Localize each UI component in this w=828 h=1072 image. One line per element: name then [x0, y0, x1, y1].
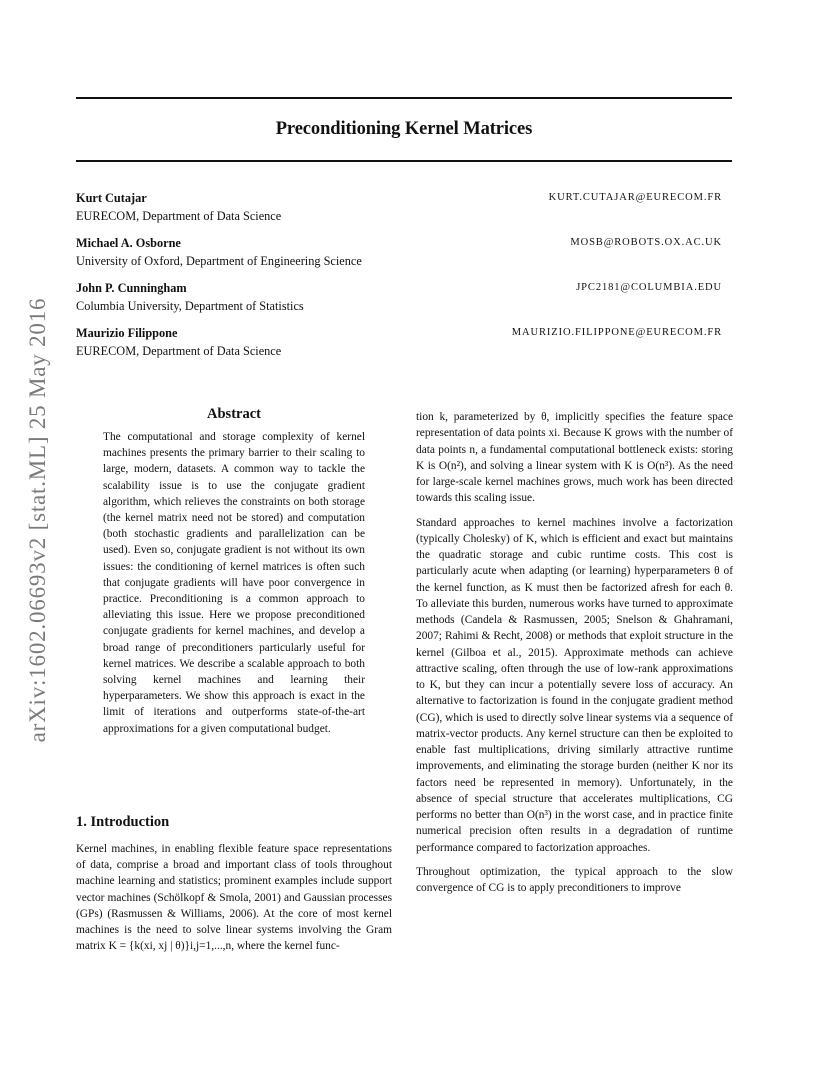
right-column — [416, 409, 733, 904]
arxiv-identifier-text: arXiv:1602.06693v2 [stat.ML] 25 May 2016 — [25, 297, 50, 743]
author-name: Kurt Cutajar — [76, 191, 147, 205]
author-affiliation: University of Oxford, Department of Engineering Science — [76, 254, 362, 268]
author-email: MOSB@ROBOTS.OX.AC.UK — [570, 237, 722, 248]
author-name: Michael A. Osborne — [76, 236, 181, 250]
author-name: Maurizio Filippone — [76, 326, 178, 340]
top-rule — [76, 97, 732, 99]
author-affiliation: Columbia University, Department of Statistics — [76, 299, 304, 313]
author-email: JPC2181@COLUMBIA.EDU — [576, 282, 722, 293]
author-name: John P. Cunningham — [76, 281, 187, 295]
introduction-left-column — [76, 841, 392, 954]
paragraph: Kernel machines, in enabling flexible feature space representations of data, comprise a broad and important class of tools throughout machine learning and statistics; prominent examples include support vector machines (Schölkopf & Smola, 2001) and Gaussian processes (GPs) (Rasmussen & Williams, 2006). At the core of most kernel machines is the need to solve linear systems involving the Gram matrix K = {k(xi, xj | θ)}i,j=1,...,n, where the kernel func- — [76, 843, 392, 953]
paragraph: Throughout optimization, the typical approach to the slow convergence of CG is to apply preconditioners to improve — [416, 865, 733, 894]
author-block — [76, 189, 732, 225]
author-block — [76, 234, 732, 270]
author-email: KURT.CUTAJAR@EURECOM.FR — [548, 192, 722, 203]
abstract-body: The computational and storage complexity of kernel machines presents the primary barrier to their scaling to large, modern, datasets. A common way to tackle the scalability issue is to use the conjugate gradient algorithm, which relieves the constraints on both storage (the kernel matrix need not be stored) and computation (both stochastic gradients and parallelization can be used). Even so, conjugate gradient is not without its own issues: the conditioning of kernel matrices is often such that conjugate gradients will have poor convergence in practice. Preconditioning is a common approach to alleviating this issue. Here we propose preconditioned conjugate gradients for kernel machines, and develop a broad range of preconditioners particularly useful for kernel matrices. We describe a scalable approach to both solving kernel machines and learning their hyperparameters. We show this approach is exact in the limit of iterations and outperforms state-of-the-art approximations for a given computational budget. — [103, 431, 365, 735]
author-affiliation: EURECOM, Department of Data Science — [76, 209, 282, 223]
paper-title: Preconditioning Kernel Matrices — [275, 119, 533, 139]
paragraph: Standard approaches to kernel machines involve a factorization (typically Cholesky) of K, which is efficient and exact but maintains the quadratic storage and cubic runtime costs. This cost is particularly acute when adapting (or learning) hyperparameters θ of the kernel function, as K must then be factorized afresh for each θ. To alleviate this burden, numerous works have turned to approximate methods (Candela & Rasmussen, 2005; Snelson & Ghahramani, 2007; Rahimi & Recht, 2008) or methods that exploit structure in the kernel (Gilboa et al., 2015). Approximate methods can achieve attractive scaling, often through the use of low-rank approximations to K, but they can incur a potentially severe loss of accuracy. An alternative to factorization is found in the conjugate gradient method (CG), which is used to directly solve linear systems via a sequence of matrix-vector products. Any kernel structure can then be exploited to enable fast multiplications, driving similarly attractive runtime improvements, and eliminating the storage burden (neither K nor its factors need be represented in memory). Unfortunately, in the absence of special structure that accelerates multiplications, CG performs no better than O(n³) in the worst case, and in practice finite numerical precision often results in a degradation of runtime performance compared to factorization approaches. — [416, 516, 733, 854]
abstract-heading: Abstract — [207, 406, 261, 422]
title-bottom-rule — [76, 160, 732, 162]
section-heading-introduction: 1. Introduction — [76, 814, 170, 830]
author-email: MAURIZIO.FILIPPONE@EURECOM.FR — [511, 327, 722, 338]
author-block — [76, 324, 732, 360]
paragraph: tion k, parameterized by θ, implicitly specifies the feature space representation of data points xi. Because K grows with the number of data points n, a fundamental computational bottleneck exists: storing K is O(n²), and solving a linear system with K is O(n³). As the need for large-scale kernel machines grows, much work has been directed towards this scaling issue. — [416, 411, 733, 505]
author-affiliation: EURECOM, Department of Data Science — [76, 344, 282, 358]
author-block — [76, 279, 732, 315]
